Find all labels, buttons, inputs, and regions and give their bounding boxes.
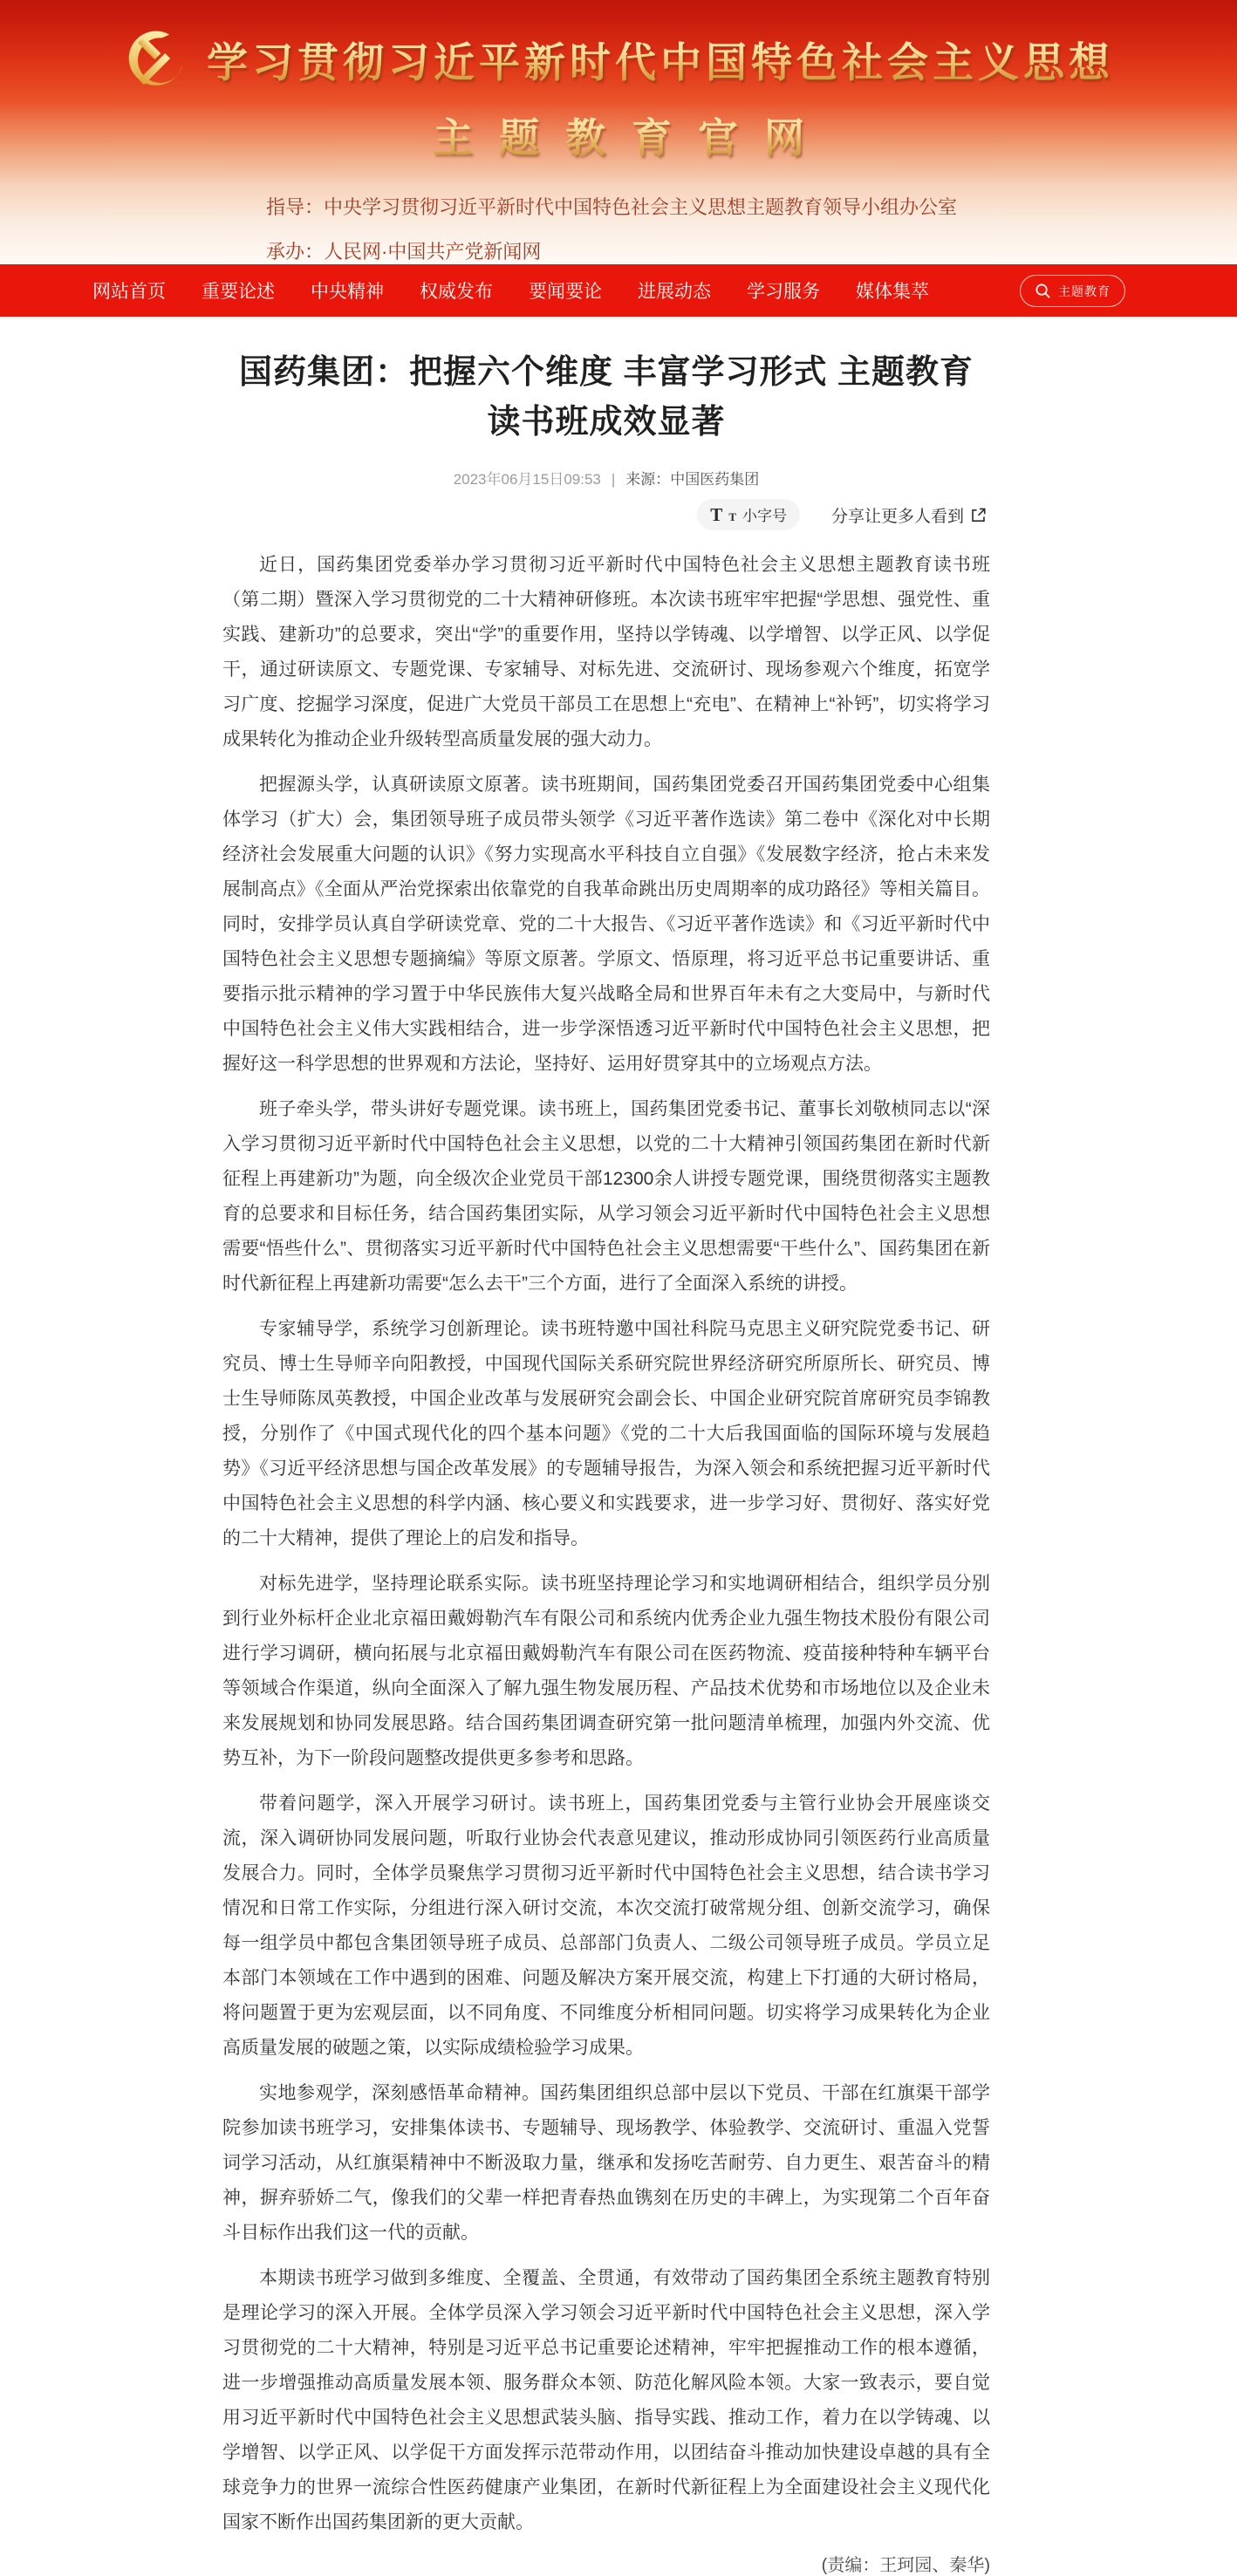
guide-line: 指导：中央学习贯彻习近平新时代中国特色社会主义思想主题教育领导小组办公室 [266, 196, 958, 218]
search-label: 主题教育 [1058, 284, 1111, 298]
nav-item[interactable]: 要闻要论 [529, 282, 602, 302]
source-link[interactable]: 中国医药集团 [670, 471, 760, 488]
nav-item[interactable]: 中央精神 [311, 282, 384, 302]
nav-item[interactable]: 进展动态 [638, 282, 711, 302]
article-paragraph: 专家辅导学，系统学习创新理论。读书班特邀中国社科院马克思主义研究院党委书记、研究员、博士生导师辛向阳教授，中国现代国际关系研究院世界经济研究所原所长、研究员、博士生导师陈凤英教授，中国企业改革与发展研究会副会长、中国企业研究院首席研究员李锦教授，分别作了《中国式现代化的四个基本问题》《党的二十大后我国面临的国际环境与发展趋势》《习近平经济思想与国企改革发展》的专题辅导报告，为深入领会和系统把握习近平新时代中国特色社会主义思想的科学内涵、核心要义和实践要求，进一步学习好、贯彻好、落实好党的二十大精神，提供了理论上的启发和指导。 [222, 1319, 990, 1548]
nav-item[interactable]: 学习服务 [747, 282, 820, 302]
article-paragraph: 对标先进学，坚持理论联系实际。读书班坚持理论学习和实地调研相结合，组织学员分别到行业外标杆企业北京福田戴姆勒汽车有限公司和系统内优秀企业九强生物技术股份有限公司进行学习调研，横向拓展与北京福田戴姆勒汽车有限公司在医药物流、疫苗接种特种车辆平台等领域合作渠道，纵向全面深入了解九强生物发展历程、产品技术优势和市场地位以及企业未来发展规划和协同发展思路。结合国药集团调查研究第一批问题清单梳理，加强内外交流、优势互补，为下一阶段问题整改提供更多参考和思路。 [222, 1574, 990, 1768]
site-banner [0, 0, 1237, 264]
article-title: 国药集团：把握六个维度 丰富学习形式 主题教育读书班成效显著 [238, 354, 974, 441]
meta-separator: | [611, 471, 616, 488]
article-date: 2023年06月15日09:53 [453, 471, 601, 488]
nav-item[interactable]: 权威发布 [420, 282, 493, 302]
nav-item[interactable]: 媒体集萃 [856, 282, 929, 302]
share-button[interactable] [831, 503, 987, 527]
editor-note: (责编：王珂园、秦华) [821, 2556, 990, 2575]
host-line: 承办：人民网·中国共产党新闻网 [266, 241, 542, 263]
article-paragraph: 把握源头学，认真研读原文原著。读书班期间，国药集团党委召开国药集团党委中心组集体学习（扩大）会，集团领导班子成员带头领学《习近平著作选读》第二卷中《深化对中长期经济社会发展重大问题的认识》《努力实现高水平科技自立自强》《发展数字经济，抢占未来发展制高点》《全面从严治党探索出依靠党的自我革命跳出历史周期率的成功路径》等相关篇目。同时，安排学员认真自学研读党章、党的二十大报告、《习近平著作选读》和《习近平新时代中国特色社会主义思想专题摘编》等原文原著。学原文、悟原理，将习近平总书记重要讲话、重要指示批示精神的学习置于中华民族伟大复兴战略全局和世界百年未有之大变局中，与新时代中国特色社会主义伟大实践相结合，进一步学深悟透习近平新时代中国特色社会主义思想，把握好这一科学思想的世界观和方法论，坚持好、运用好贯穿其中的立场观点方法。 [222, 775, 990, 1074]
article-paragraph: 带着问题学，深入开展学习研讨。读书班上，国药集团党委与主管行业协会开展座谈交流，深入调研协同发展问题，听取行业协会代表意见建议，推动形成协同引领医药行业高质量发展合力。同时，全体学员聚焦学习贯彻习近平新时代中国特色社会主义思想，结合读书学习情况和日常工作实际，分组进行深入研讨交流，本次交流打破常规分组、创新交流学习，确保每一组学员中都包含集团领导班子成员、总部部门负责人、二级公司领导班子成员。学员立足本部门本领域在工作中遇到的困难、问题及解决方案开展交流，构建上下打通的大研讨格局，将问题置于更为宏观层面，以不同角度、不同维度分析相同问题。切实将学习成果转化为企业高质量发展的破题之策，以实际成绩检验学习成果。 [222, 1794, 990, 2058]
article-meta [222, 467, 990, 489]
banner-title-row [0, 0, 1237, 92]
article-paragraph: 本期读书班学习做到多维度、全覆盖、全贯通，有效带动了国药集团全系统主题教育特别是理论学习的深入开展。全体学员深入学习领会习近平新时代中国特色社会主义思想，深入学习贯彻党的二十大精神，特别是习近平总书记重要论述精神，牢牢把握推动工作的根本遵循，进一步增强推动高质量发展本领、服务群众本领、防范化解风险本领。大家一致表示，要自觉用习近平新时代中国特色社会主义思想武装头脑、指导实践、推动工作，着力在以学铸魂、以学增智、以学正风、以学促干方面发挥示范带动作用，以团结奋斗推动加快建设卓越的具有全球竞争力的世界一流综合性医药健康产业集团，在新时代新征程上为全面建设社会主义现代化国家不断作出国药集团新的更大贡献。 [222, 2268, 990, 2532]
article-paragraph: 班子牵头学，带头讲好专题党课。读书班上，国药集团党委书记、董事长刘敬桢同志以“深入学习贯彻习近平新时代中国特色社会主义思想，以党的二十大精神引领国药集团在新时代新征程上再建新功”为题，向全级次企业党员干部12300余人讲授专题党课，围绕贯彻落实主题教育的总要求和目标任务，结合国药集团实际，从学习领会习近平新时代中国特色社会主义思想需要“悟些什么”、贯彻落实习近平新时代中国特色社会主义思想需要“干些什么”、国药集团在新时代新征程上再建新功需要“怎么去干”三个方面，进行了全面深入系统的讲授。 [222, 1099, 990, 1294]
site-title-line1: 学习贯彻习近平新时代中国特色社会主义思想 [207, 31, 1114, 89]
article-container [222, 348, 990, 2576]
site-title-line2: 主题教育官网 [0, 106, 1237, 164]
font-size-small-icon: T [728, 510, 736, 523]
nav-item[interactable]: 重要论述 [202, 282, 275, 302]
main-navbar [0, 264, 1237, 317]
font-size-large-icon: T [710, 504, 723, 525]
article-paragraph: 近日，国药集团党委举办学习贯彻习近平新时代中国特色社会主义思想主题教育读书班（第二期）暨深入学习贯彻党的二十大精神研修班。本次读书班牢牢把握“学思想、强党性、重实践、建新功”的总要求，突出“学”的重要作用，坚持以学铸魂、以学增智、以学正风、以学促干，通过研读原文、专题党课、专家辅导、对标先进、交流研讨、现场参观六个维度，拓宽学习广度、挖掘学习深度，促进广大党员干部员工在思想上“充电”、在精神上“补钙”，切实将学习成果转化为推动企业升级转型高质量发展的强大动力。 [222, 555, 990, 749]
article-controls [222, 499, 990, 530]
banner-credits [266, 185, 957, 274]
party-emblem-icon [123, 28, 189, 94]
nav-item[interactable]: 网站首页 [92, 282, 166, 302]
share-label: 分享让更多人看到 [830, 507, 964, 526]
font-size-button[interactable] [697, 499, 800, 530]
source-prefix: 来源： [625, 471, 671, 488]
search-button[interactable] [1020, 275, 1125, 307]
article-paragraph: 实地参观学，深刻感悟革命精神。国药集团组织总部中层以下党员、干部在红旗渠干部学院参加读书班学习，安排集体读书、专题辅导、现场教学、体验教学、交流研讨、重温入党誓词学习活动，从红旗渠精神中不断汲取力量，继承和发扬吃苦耐劳、自力更生、艰苦奋斗的精神，摒弃骄娇二气，像我们的父辈一样把青春热血镌刻在历史的丰碑上，为实现第二个百年奋斗目标作出我们这一代的贡献。 [222, 2083, 990, 2243]
article-body [222, 548, 990, 2540]
search-icon [1035, 283, 1051, 299]
share-external-link-icon [970, 507, 987, 523]
font-size-label: 小字号 [742, 508, 787, 524]
